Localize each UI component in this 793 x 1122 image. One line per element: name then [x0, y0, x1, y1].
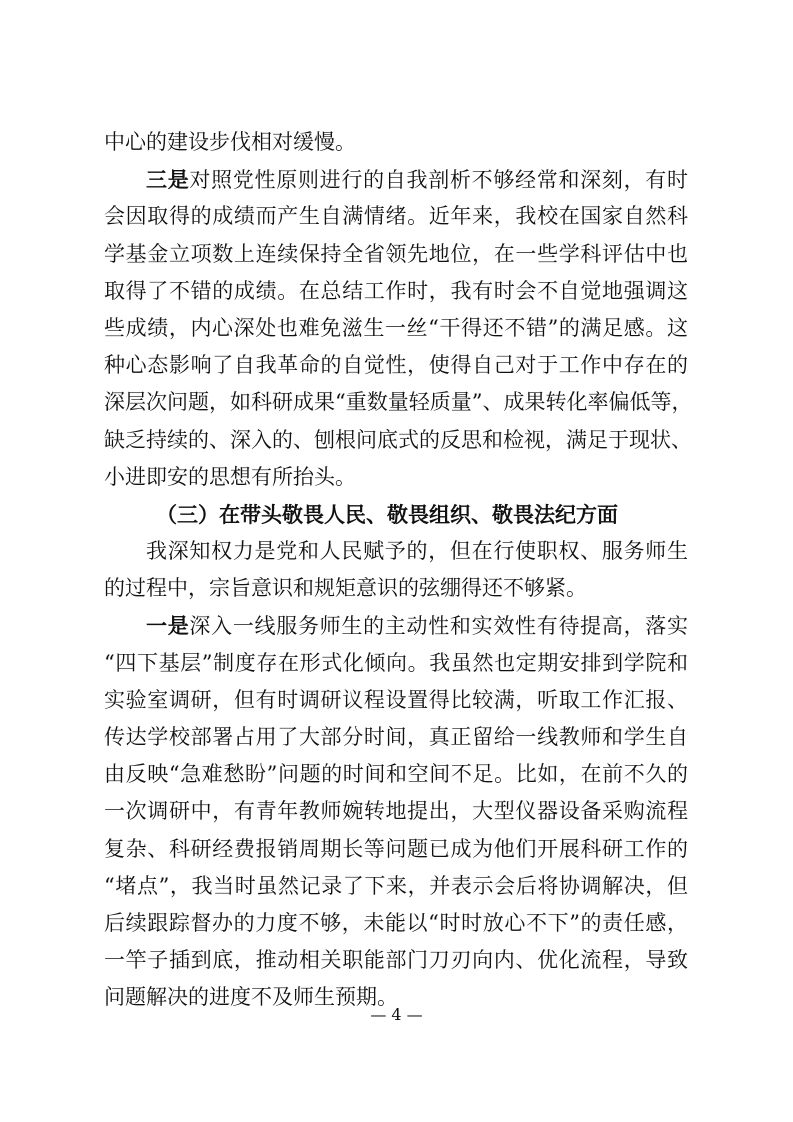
- section-heading: [104, 496, 688, 533]
- line-text: 一次调研中，有青年教师婉转地提出，大型仪器设备采购流程: [104, 799, 688, 824]
- line-text: “堵点”，我当时虽然记录了下来，并表示会后将协调解决，但: [104, 873, 688, 898]
- line-text: 缺乏持续的、深入的、刨根问底式的反思和检视，满足于现状、: [104, 427, 692, 452]
- paragraph-line: [104, 236, 688, 273]
- paragraph-line: [104, 793, 688, 830]
- line-text: 的过程中，宗旨意识和规矩意识的弦绷得还不够紧。: [104, 576, 587, 601]
- line-text: 实验室调研，但有时调研议程设置得比较满，听取工作汇报、: [104, 687, 688, 712]
- paragraph-line: [104, 645, 688, 682]
- line-text: 后续跟踪督办的力度不够，未能以“时时放心不下”的责任感，: [104, 910, 688, 935]
- paragraph-line: [104, 682, 688, 719]
- line-text: “四下基层”制度存在形式化倾向。我虽然也定期安排到学院和: [104, 650, 688, 675]
- paragraph-line: [104, 459, 688, 496]
- paragraph-line: [104, 607, 688, 644]
- paragraph-line: [104, 756, 688, 793]
- paragraph-line: [104, 942, 688, 979]
- line-text: 由反映“急难愁盼”问题的时间和空间不足。比如，在前不久的: [104, 762, 688, 787]
- paragraph-line: [104, 273, 688, 310]
- paragraph-line: [104, 868, 688, 905]
- line-text: 对照党性原则进行的自我剖析不够经常和深刻，有时: [189, 168, 689, 193]
- line-text: 深层次问题，如科研成果“重数量轻质量”、成果转化率偏低等，: [104, 390, 693, 415]
- paragraph-line: [104, 384, 693, 421]
- line-text: 取得了不错的成绩。在总结工作时，我有时会不自觉地强调这: [104, 278, 688, 303]
- line-text: 会因取得的成绩而产生自满情绪。近年来，我校在国家自然科: [104, 204, 688, 229]
- line-text: 传达学校部署占用了大部分时间，真正留给一线教师和学生自: [104, 725, 688, 749]
- paragraph-line: [104, 198, 688, 235]
- lead-phrase: 一是: [146, 613, 190, 639]
- paragraph-line: [104, 570, 688, 607]
- page-number: — 4 —: [370, 1005, 423, 1024]
- paragraph-line: [104, 310, 688, 347]
- paragraph-line: [104, 124, 688, 161]
- line-text: 复杂、科研经费报销周期长等问题已成为他们开展科研工作的: [104, 836, 688, 861]
- line-text: 深入一线服务师生的主动性和实效性有待提高，落实: [189, 614, 689, 639]
- heading-text: （三）在带头敬畏人民、敬畏组织、敬畏法纪方面: [156, 501, 618, 527]
- line-text: 我深知权力是党和人民赋予的，但在行使职权、服务师生: [146, 539, 688, 564]
- paragraph-line: [104, 719, 688, 756]
- line-text: 种心态影响了自我革命的自觉性，使得自己对于工作中存在的: [104, 353, 688, 378]
- line-text: 一竿子插到底，推动相关职能部门刀刃向内、优化流程，导致: [104, 948, 688, 973]
- line-text: 些成绩，内心深处也难免滋生一丝“干得还不错”的满足感。这: [104, 315, 688, 340]
- line-text: 中心的建设步伐相对缓慢。: [104, 130, 356, 154]
- line-text: 问题解决的进度不及师生预期。: [104, 985, 398, 1010]
- line-text: 小进即安的思想有所抬头。: [104, 464, 356, 489]
- paragraph-line: [104, 533, 688, 570]
- paragraph-line: [104, 422, 692, 459]
- paragraph-line: [104, 905, 688, 942]
- paragraph-line: [104, 831, 688, 868]
- line-text: 学基金立项数上连续保持全省领先地位，在一些学科评估中也: [104, 241, 688, 266]
- document-body: [104, 124, 693, 1017]
- paragraph-line: [104, 161, 688, 198]
- paragraph-line: [104, 347, 688, 384]
- lead-phrase: 三是: [146, 167, 190, 193]
